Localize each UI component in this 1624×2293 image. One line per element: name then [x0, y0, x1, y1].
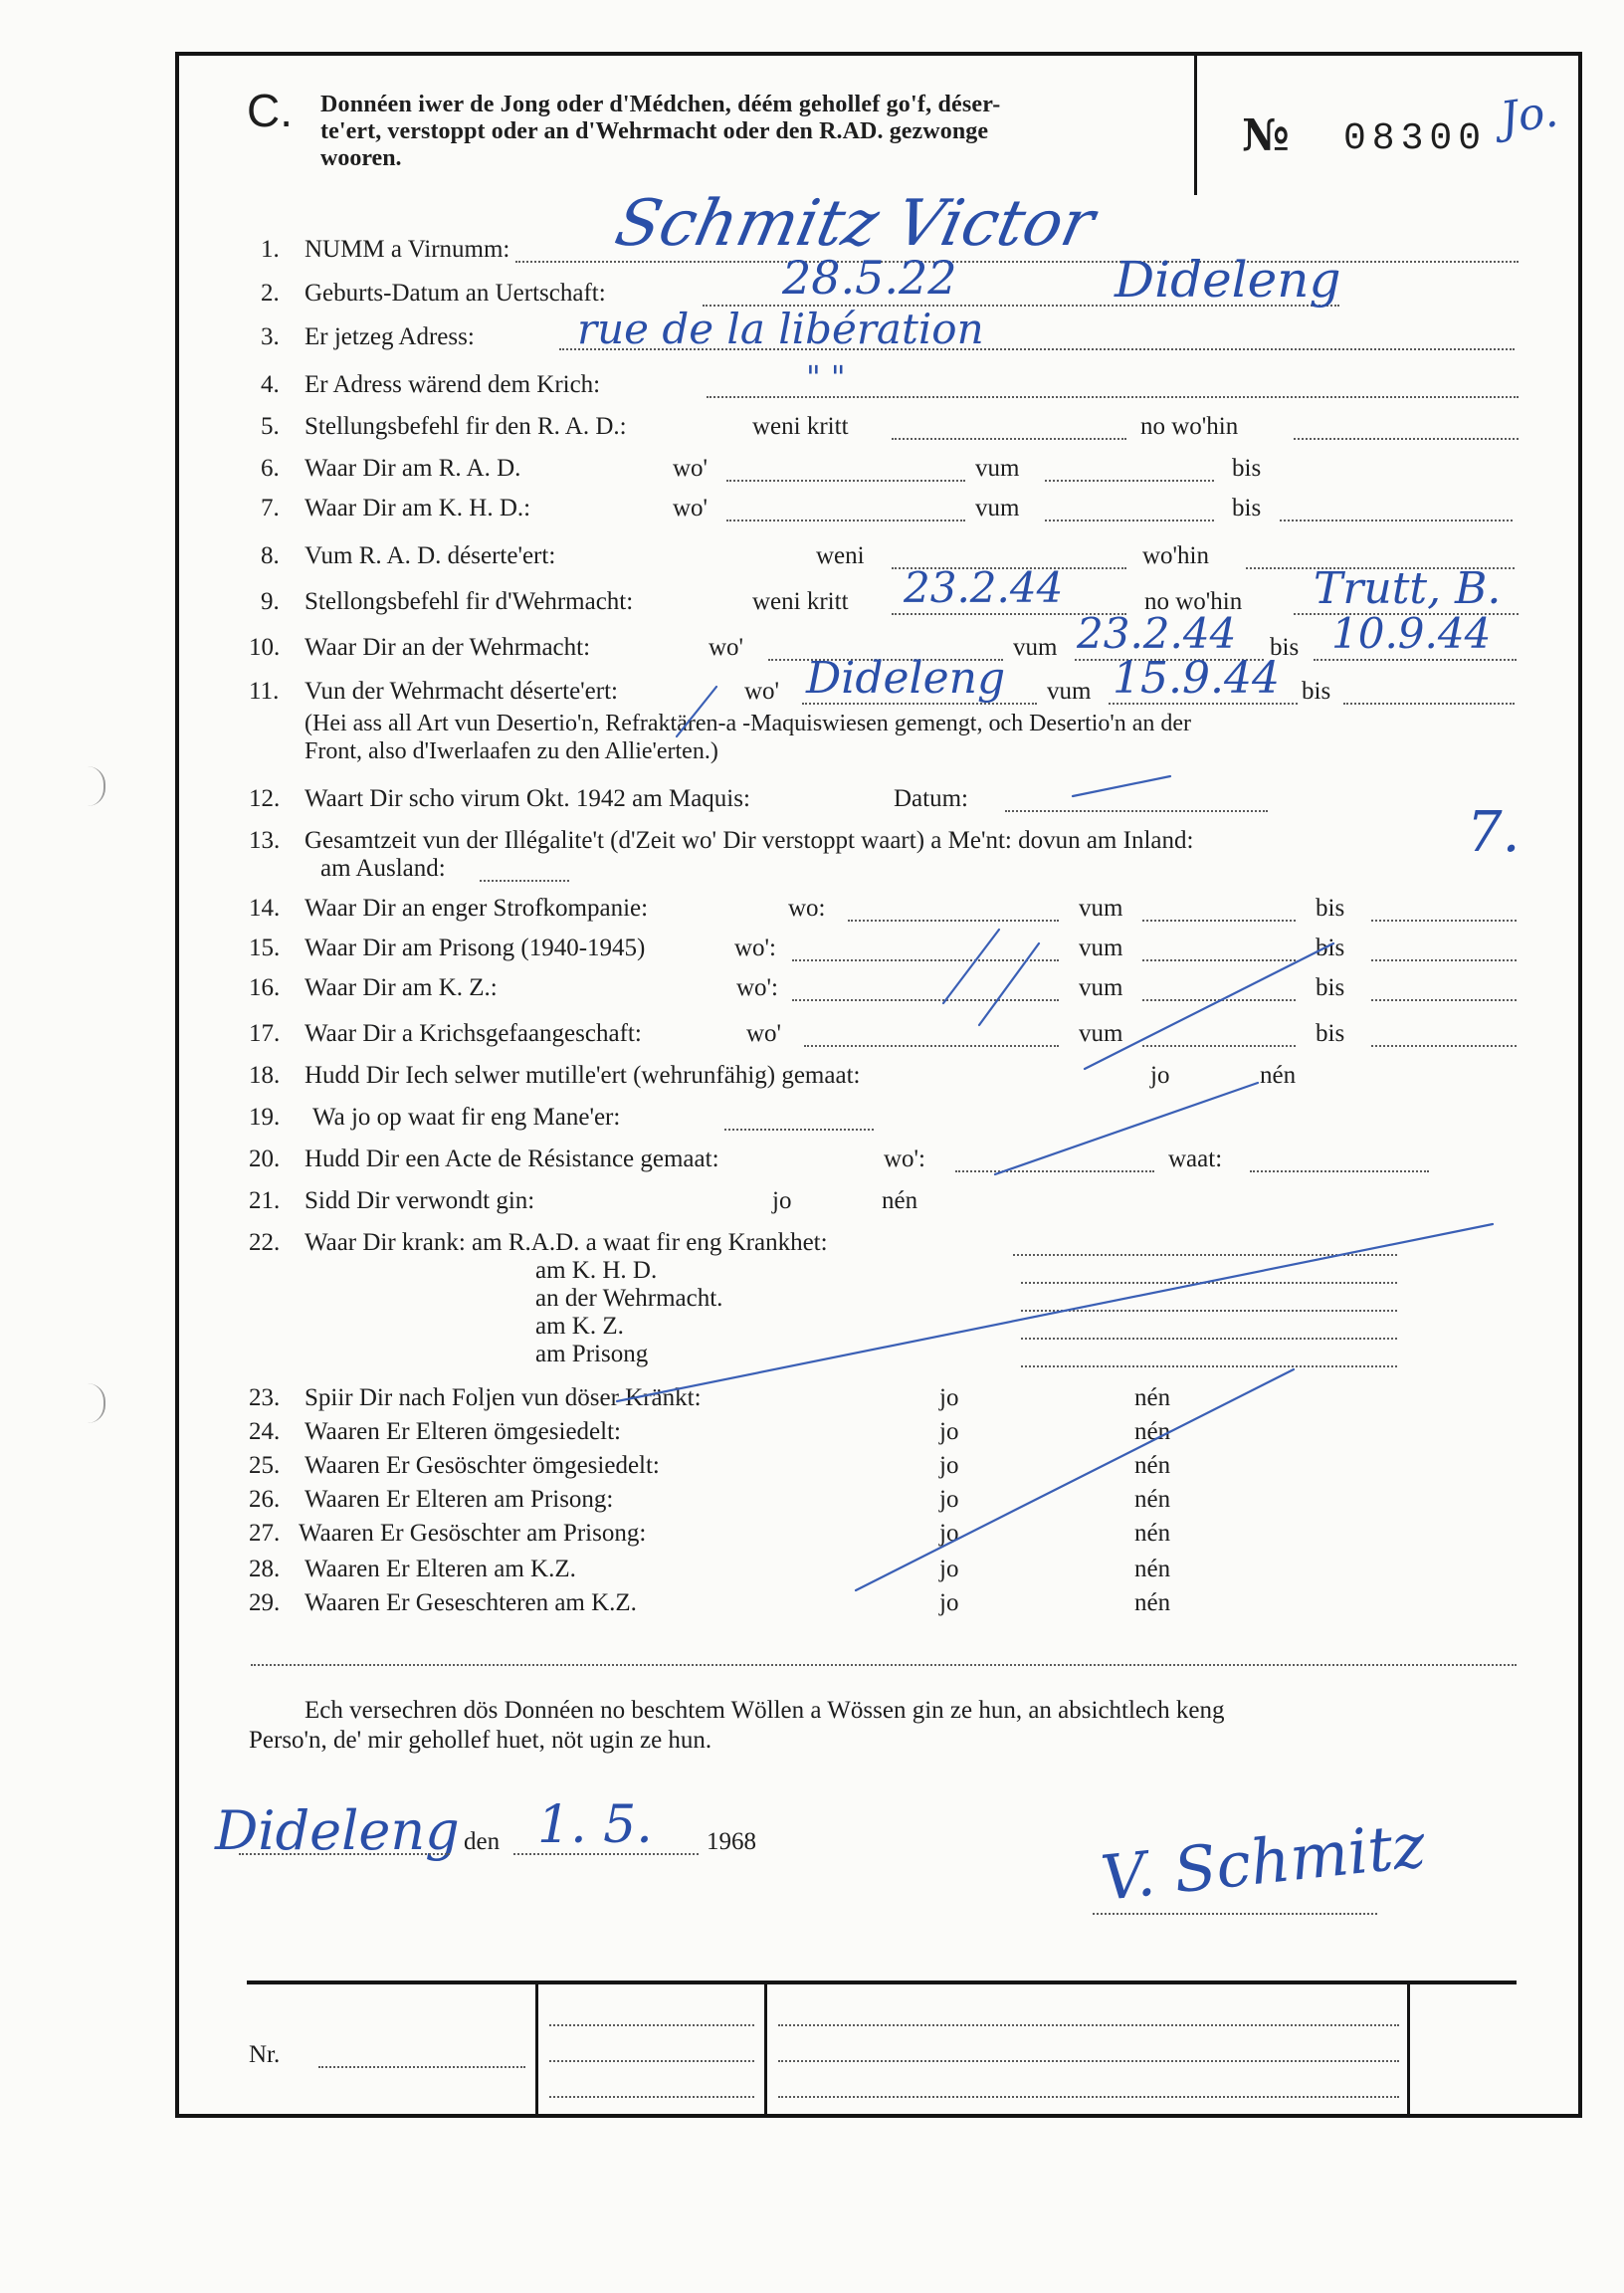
- row-label: Waaren Er Elteren am Prisong:: [304, 1486, 614, 1513]
- row-number: 20.: [249, 1146, 281, 1172]
- row-nen-option: nén: [1134, 1384, 1171, 1411]
- row-number: 25.: [249, 1452, 281, 1479]
- row-number: 17.: [249, 1020, 281, 1047]
- handwritten-place: Dideleng: [215, 1799, 460, 1862]
- row-end-label: no wo'hin: [1144, 588, 1243, 615]
- handwritten-service-to: 10.9.44: [1331, 609, 1492, 658]
- footer-cell-line: [549, 2024, 754, 2026]
- row-label: Waaren Er Gesöschter ömgesiedelt:: [304, 1452, 660, 1479]
- row-jo-option: jo: [1150, 1062, 1170, 1089]
- handwritten-desertion-place: Dideleng: [806, 653, 1006, 704]
- row-number: 18.: [249, 1062, 281, 1089]
- pen-stroke: [1085, 943, 1333, 1069]
- form-title-line: te'ert, verstoppt oder an d'Wehrmacht oder den R.AD. gezwonge: [320, 118, 989, 144]
- row-label: Stellongsbefehl fir d'Wehrmacht:: [304, 588, 634, 615]
- row-number: 14.: [249, 895, 281, 922]
- row-number: 10.: [249, 634, 281, 661]
- row-number: 23.: [249, 1384, 281, 1411]
- row-mid-label: Datum:: [894, 785, 968, 812]
- signature: V. Schmitz: [1098, 1808, 1429, 1915]
- row-number: 5.: [261, 413, 280, 440]
- row-label: Waaren Er Gesöschter am Prisong:: [299, 1520, 647, 1547]
- footer-divider: [764, 1982, 767, 2114]
- den-label: den: [464, 1828, 501, 1855]
- handwritten-date: 1. 5.: [537, 1795, 653, 1855]
- pen-stroke: [1073, 776, 1170, 796]
- row-label: NUMM a Virnumm:: [304, 236, 510, 263]
- row-number: 15.: [249, 935, 281, 961]
- row-number: 29.: [249, 1589, 281, 1616]
- row-end-label: wo'hin: [1142, 542, 1210, 569]
- row-number: 13.: [249, 827, 281, 854]
- row-mid-label: weni kritt: [752, 588, 849, 615]
- row-nen-option: nén: [1134, 1486, 1171, 1513]
- declaration-line: Ech versechren dös Donnéen no beschtem Wöllen a Wössen gin ze hun, an absichtlech keng: [304, 1697, 1225, 1724]
- row-mid-label: wo':: [736, 974, 779, 1001]
- row-number: 21.: [249, 1187, 281, 1214]
- row-label: Vun der Wehrmacht déserte'ert:: [304, 678, 618, 705]
- row-number: 26.: [249, 1486, 281, 1513]
- row-number: 8.: [261, 542, 280, 569]
- footer-divider: [1407, 1982, 1410, 2114]
- row-mid-label: wo:: [788, 895, 826, 922]
- row-number: 3.: [261, 323, 280, 350]
- form-number: 08300: [1343, 117, 1488, 160]
- row-nen-option: nén: [1134, 1452, 1171, 1479]
- handwritten-months: 7.: [1467, 800, 1521, 865]
- footer-cell-line: [778, 2024, 1399, 2026]
- handwritten-ditto: " ": [806, 358, 846, 396]
- row-nen-option: nén: [1134, 1589, 1171, 1616]
- row-mid-label: wo': [673, 455, 709, 482]
- row-label: Waar Dir am K. H. D.:: [304, 495, 531, 521]
- handwritten-name: Schmitz Victor: [609, 187, 1101, 261]
- row-jo-option: jo: [772, 1187, 792, 1214]
- row-sub-label: an der Wehrmacht.: [535, 1285, 723, 1312]
- row-number: 28.: [249, 1556, 281, 1582]
- pen-stroke: [995, 1083, 1258, 1174]
- row-mid-label: wo': [709, 634, 744, 661]
- row-label: Waart Dir scho virum Okt. 1942 am Maquis:: [304, 785, 750, 812]
- row-vum-label: vum: [1047, 678, 1092, 705]
- row-label: Wa jo op waat fir eng Mane'er:: [312, 1104, 621, 1131]
- row-label: Er Adress wärend dem Krich:: [304, 371, 601, 398]
- row-label: Waar Dir an enger Strofkompanie:: [304, 895, 649, 922]
- row-bis-label: bis: [1316, 1020, 1345, 1047]
- row-bis-label: bis: [1302, 678, 1331, 705]
- row-jo-option: jo: [939, 1452, 959, 1479]
- row-mid-label: weni: [816, 542, 865, 569]
- row-bis-label: bis: [1270, 634, 1300, 661]
- pen-stroke: [979, 943, 1039, 1025]
- note-line: Front, also d'Iwerlaafen zu den Allie'erten.): [304, 738, 718, 764]
- row-label: Waar Dir am Prisong (1940-1945): [304, 935, 646, 961]
- form-title-line: wooren.: [320, 145, 402, 171]
- row-jo-option: jo: [939, 1589, 959, 1616]
- row-label: Geburts-Datum an Uertschaft:: [304, 280, 606, 307]
- row-sub-label: am K. H. D.: [535, 1257, 658, 1284]
- row-mid-label: wo':: [734, 935, 777, 961]
- row-label: Waar Dir an der Wehrmacht:: [304, 634, 591, 661]
- date-line: [513, 1853, 699, 1855]
- row-number: 11.: [249, 678, 280, 705]
- note-line: (Hei ass all Art vun Desertio'n, Refraktären-a -Maquiswiesen gemengt, och Desertio'n an der: [304, 711, 1192, 736]
- row-number: 4.: [261, 371, 280, 398]
- row-label: Waar Dir a Krichsgefaangeschaft:: [304, 1020, 642, 1047]
- handwritten-order-date: 23.2.44: [904, 563, 1064, 612]
- row-label: Waar Dir krank: am R.A.D. a waat fir eng Krankhet:: [304, 1229, 828, 1256]
- row-label: Waaren Er Geseschteren am K.Z.: [304, 1589, 637, 1616]
- place-line: [239, 1853, 450, 1855]
- row-vum-label: vum: [1079, 895, 1123, 922]
- row-jo-option: jo: [939, 1384, 959, 1411]
- form-title-line: Donnéen iwer de Jong oder d'Médchen, déém gehollef go'f, déser-: [320, 92, 1001, 117]
- row-vum-label: vum: [975, 455, 1020, 482]
- nr-line: [318, 2066, 525, 2068]
- row-number: 1.: [261, 236, 280, 263]
- row-label: Hudd Dir een Acte de Résistance gemaat:: [304, 1146, 719, 1172]
- handwritten-birth-place: Dideleng: [1115, 251, 1341, 309]
- row-vum-label: vum: [975, 495, 1020, 521]
- signature-line: [1093, 1913, 1377, 1915]
- row-label: Spiir Dir nach Foljen vun döser Kränkt:: [304, 1384, 702, 1411]
- footer-divider: [535, 1982, 538, 2114]
- row-jo-option: jo: [939, 1556, 959, 1582]
- row-vum-label: vum: [1079, 935, 1123, 961]
- row-nen-option: nén: [1134, 1520, 1171, 1547]
- row-mid-label: wo': [746, 1020, 782, 1047]
- pen-stroke: [856, 1369, 1294, 1590]
- row-label: Sidd Dir verwondt gin:: [304, 1187, 535, 1214]
- row-number: 16.: [249, 974, 281, 1001]
- row-end-label: no wo'hin: [1140, 413, 1239, 440]
- row-bis-label: bis: [1232, 455, 1262, 482]
- row-nen-option: nén: [882, 1187, 918, 1214]
- section-letter: C.: [247, 85, 293, 136]
- row-label: Gesamtzeit vun der Illégalite't (d'Zeit wo' Dir verstoppt waart) a Me'nt: dovun am Inland:: [304, 827, 1194, 854]
- row-label: Stellungsbefehl fir den R. A. D.:: [304, 413, 627, 440]
- row-bis-label: bis: [1232, 495, 1262, 521]
- handwritten-desertion-date: 15.9.44: [1113, 653, 1280, 704]
- row-number: 27.: [249, 1520, 281, 1547]
- row-number: 22.: [249, 1229, 281, 1256]
- row-number: 12.: [249, 785, 281, 812]
- row-nen-option: nén: [1134, 1418, 1171, 1445]
- pen-stroke: [943, 930, 999, 1003]
- row-label: Waaren Er Elteren ömgesiedelt:: [304, 1418, 621, 1445]
- row-label: Waar Dir am K. Z.:: [304, 974, 498, 1001]
- row-bis-label: bis: [1316, 895, 1345, 922]
- row-sub-label: am K. Z.: [535, 1313, 624, 1340]
- footer-cell-line: [549, 2096, 754, 2098]
- row-mid-label: wo': [744, 678, 780, 705]
- handwritten-service-from: 23.2.44: [1077, 609, 1237, 658]
- row-number: 24.: [249, 1418, 281, 1445]
- handwritten-address: rue de la libération: [577, 305, 984, 353]
- row-bis-label: bis: [1316, 974, 1345, 1001]
- pen-stroke: [677, 687, 716, 736]
- row-mid-label: weni kritt: [752, 413, 849, 440]
- row-vum-label: vum: [1079, 974, 1123, 1001]
- row-number: 2.: [261, 280, 280, 307]
- row-jo-option: jo: [939, 1486, 959, 1513]
- row-bis-label: bis: [1316, 935, 1345, 961]
- row-vum-label: vum: [1013, 634, 1058, 661]
- row-waat-label: waat:: [1168, 1146, 1223, 1172]
- footer-cell-line: [549, 2060, 754, 2062]
- footer-cell-line: [778, 2060, 1399, 2062]
- row-number: 9.: [261, 588, 280, 615]
- number-sign: №: [1242, 110, 1290, 161]
- nr-label: Nr.: [249, 2041, 281, 2068]
- year-label: 1968: [707, 1828, 756, 1855]
- row-mid-label: wo': [673, 495, 709, 521]
- row-number: 19.: [249, 1104, 281, 1131]
- declaration-line: Perso'n, de' mir gehollef huet, nöt ugin ze hun.: [249, 1727, 712, 1754]
- row-label: Waar Dir am R. A. D.: [304, 455, 521, 482]
- footer-cell-line: [778, 2096, 1399, 2098]
- row-label: Hudd Dir Iech selwer mutille'ert (wehrunfähig) gemaat:: [304, 1062, 861, 1089]
- row-label: Waaren Er Elteren am K.Z.: [304, 1556, 576, 1582]
- footer-table-top: [247, 1980, 1517, 1984]
- row-jo-option: jo: [939, 1520, 959, 1547]
- row-sub-label: am Prisong: [535, 1341, 649, 1367]
- row-jo-option: jo: [939, 1418, 959, 1445]
- row-label: Vum R. A. D. déserte'ert:: [304, 542, 556, 569]
- row-nen-option: nén: [1260, 1062, 1297, 1089]
- handwritten-birth-date: 28.5.22: [782, 251, 957, 305]
- handwritten-destination: Trutt, B.: [1314, 563, 1502, 614]
- number-annotation: Jo.: [1497, 86, 1561, 144]
- row-number: 6.: [261, 455, 280, 482]
- row-vum-label: vum: [1079, 1020, 1123, 1047]
- row-label: Er jetzeg Adress:: [304, 323, 475, 350]
- row-mid-label: wo':: [884, 1146, 926, 1172]
- row-nen-option: nén: [1134, 1556, 1171, 1582]
- section-separator: [251, 1664, 1517, 1666]
- row-sub-label: am Ausland:: [320, 855, 446, 882]
- pen-stroke: [617, 1224, 1493, 1401]
- row-number: 7.: [261, 495, 280, 521]
